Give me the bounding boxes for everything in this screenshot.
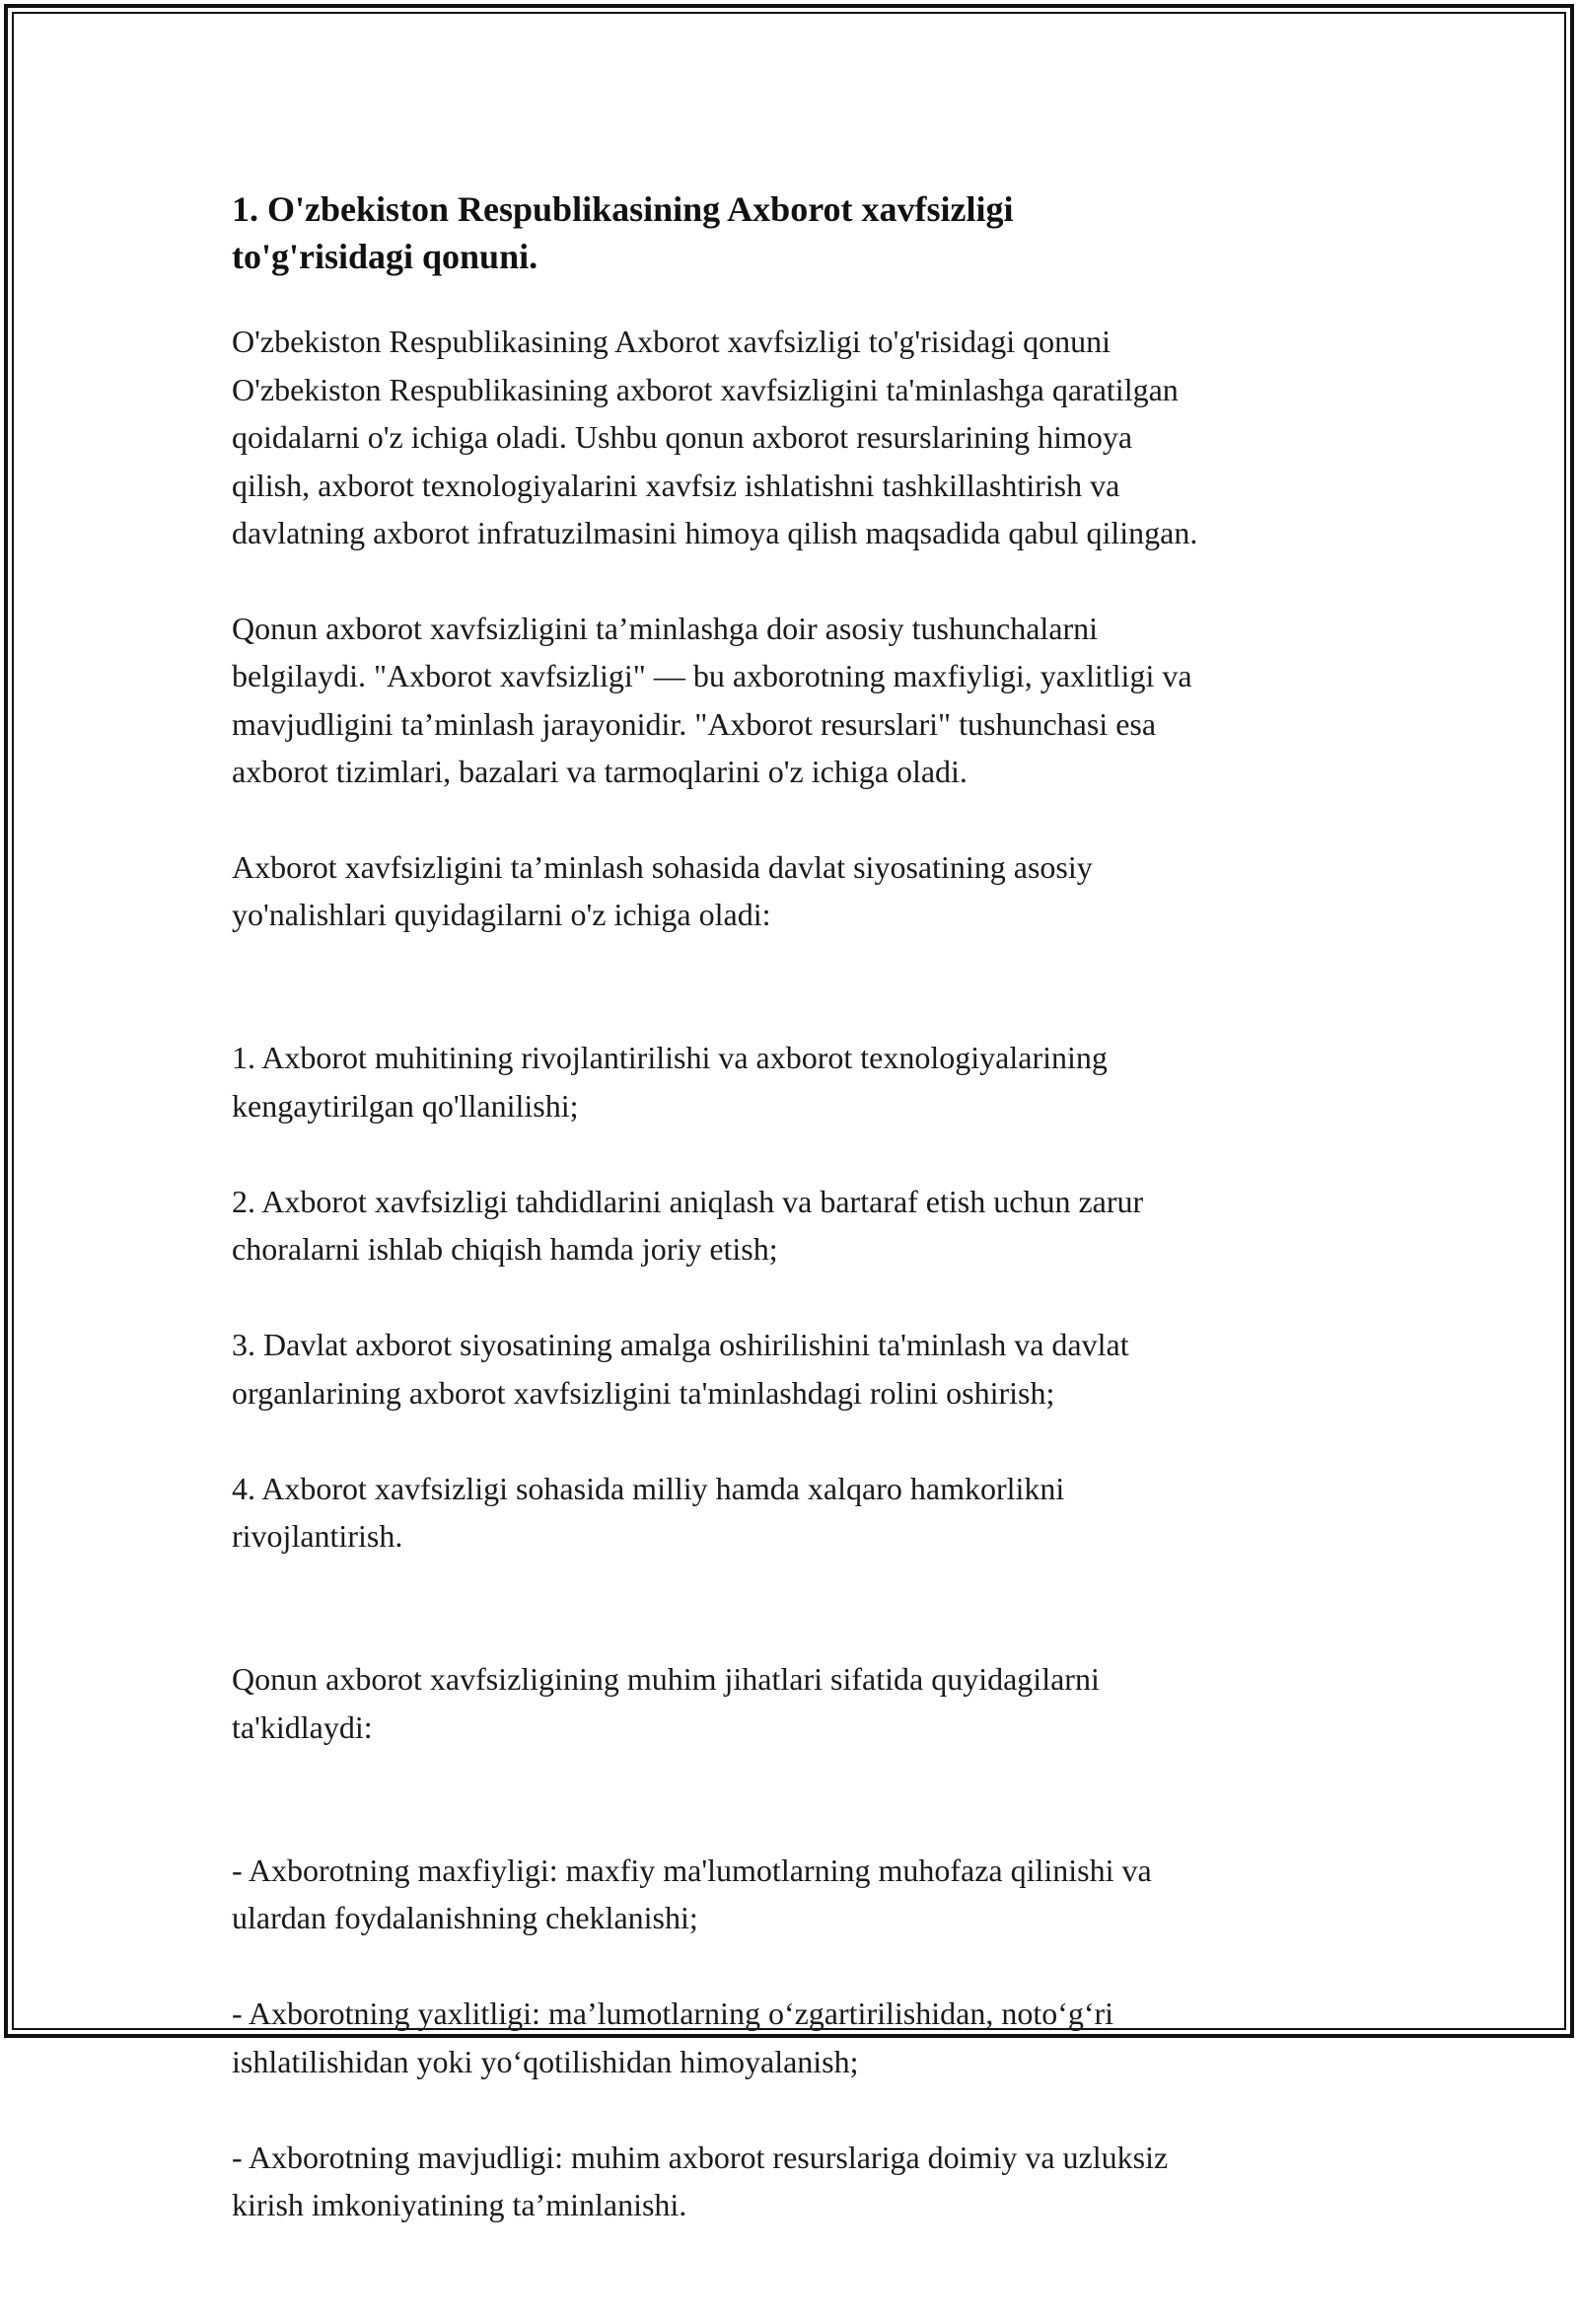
list-item: - Axborotning yaxlitligi: ma’lumotlarning o‘zgartirilishidan, noto‘g‘ri ishlatilishidan yoki yo‘qotilishidan himoyalanish; (232, 1996, 1114, 2079)
list-item: - Axborotning maxfiyligi: maxfiy ma'lumotlarning muhofaza qilinishi va ulardan foydalanishning cheklanishi; (232, 1852, 1152, 1935)
policy-directions-list (232, 986, 1356, 1609)
key-aspects-list (232, 1798, 1356, 2277)
key-aspects-paragraph: Qonun axborot xavfsizligining muhim jihatlari sifatida quyidagilarni ta'kidlaydi: (232, 1661, 1100, 1745)
document-title: 1. O'zbekiston Respublikasining Axborot xavfsizligi to'g'risidagi qonuni. (232, 189, 1014, 276)
list-item: 3. Davlat axborot siyosatining amalga oshirilishini ta'minlash va davlat organlarining axborot xavfsizligini ta'minlashdagi rolini oshirish; (232, 1327, 1129, 1411)
definitions-paragraph: Qonun axborot xavfsizligini ta’minlashga doir asosiy tushunchalarni belgilaydi. "Axborot xavfsizligi" — bu axborotning maxfiyligi, yaxlitligi va mavjudligini ta’minlash jarayonidir. "Axborot resurslari" tushunchasi esa axborot tizimlari, bazalari va tarmoqlarini o'z ichiga oladi. (232, 610, 1192, 789)
policy-directions-paragraph: Axborot xavfsizligini ta’minlash sohasida davlat siyosatining asosiy yo'nalishlari quyidagilarni o'z ichiga oladi: (232, 848, 1093, 932)
document-body (232, 185, 1356, 2324)
list-item: 2. Axborot xavfsizligi tahdidlarini aniqlash va bartaraf etish uchun zarur choralarni ishlab chiqish hamda joriy etish; (232, 1183, 1144, 1267)
list-item: - Axborotning mavjudligi: muhim axborot resurslariga doimiy va uzluksiz kirish imkoniyatining ta’minlanishi. (232, 2139, 1169, 2222)
intro-paragraph: O'zbekiston Respublikasining Axborot xavfsizligi to'g'risidagi qonuni O'zbekiston Respublikasining axborot xavfsizligini ta'minlashga qaratilgan qoidalarni o'z ichiga oladi. Ushbu qonun axborot resurslarining himoya qilish, axborot texnologiyalarini xavfsiz ishlatishni tashkillashtirish va davlatning axborot infratuzilmasini himoya qilish maqsadida qabul qilingan. (232, 324, 1198, 550)
list-item: 1. Axborot muhitining rivojlantirilishi va axborot texnologiyalarining kengaytirilgan qo'llanilishi; (232, 1040, 1108, 1124)
list-item: 4. Axborot xavfsizligi sohasida milliy hamda xalqaro hamkorlikni rivojlantirish. (232, 1470, 1065, 1554)
